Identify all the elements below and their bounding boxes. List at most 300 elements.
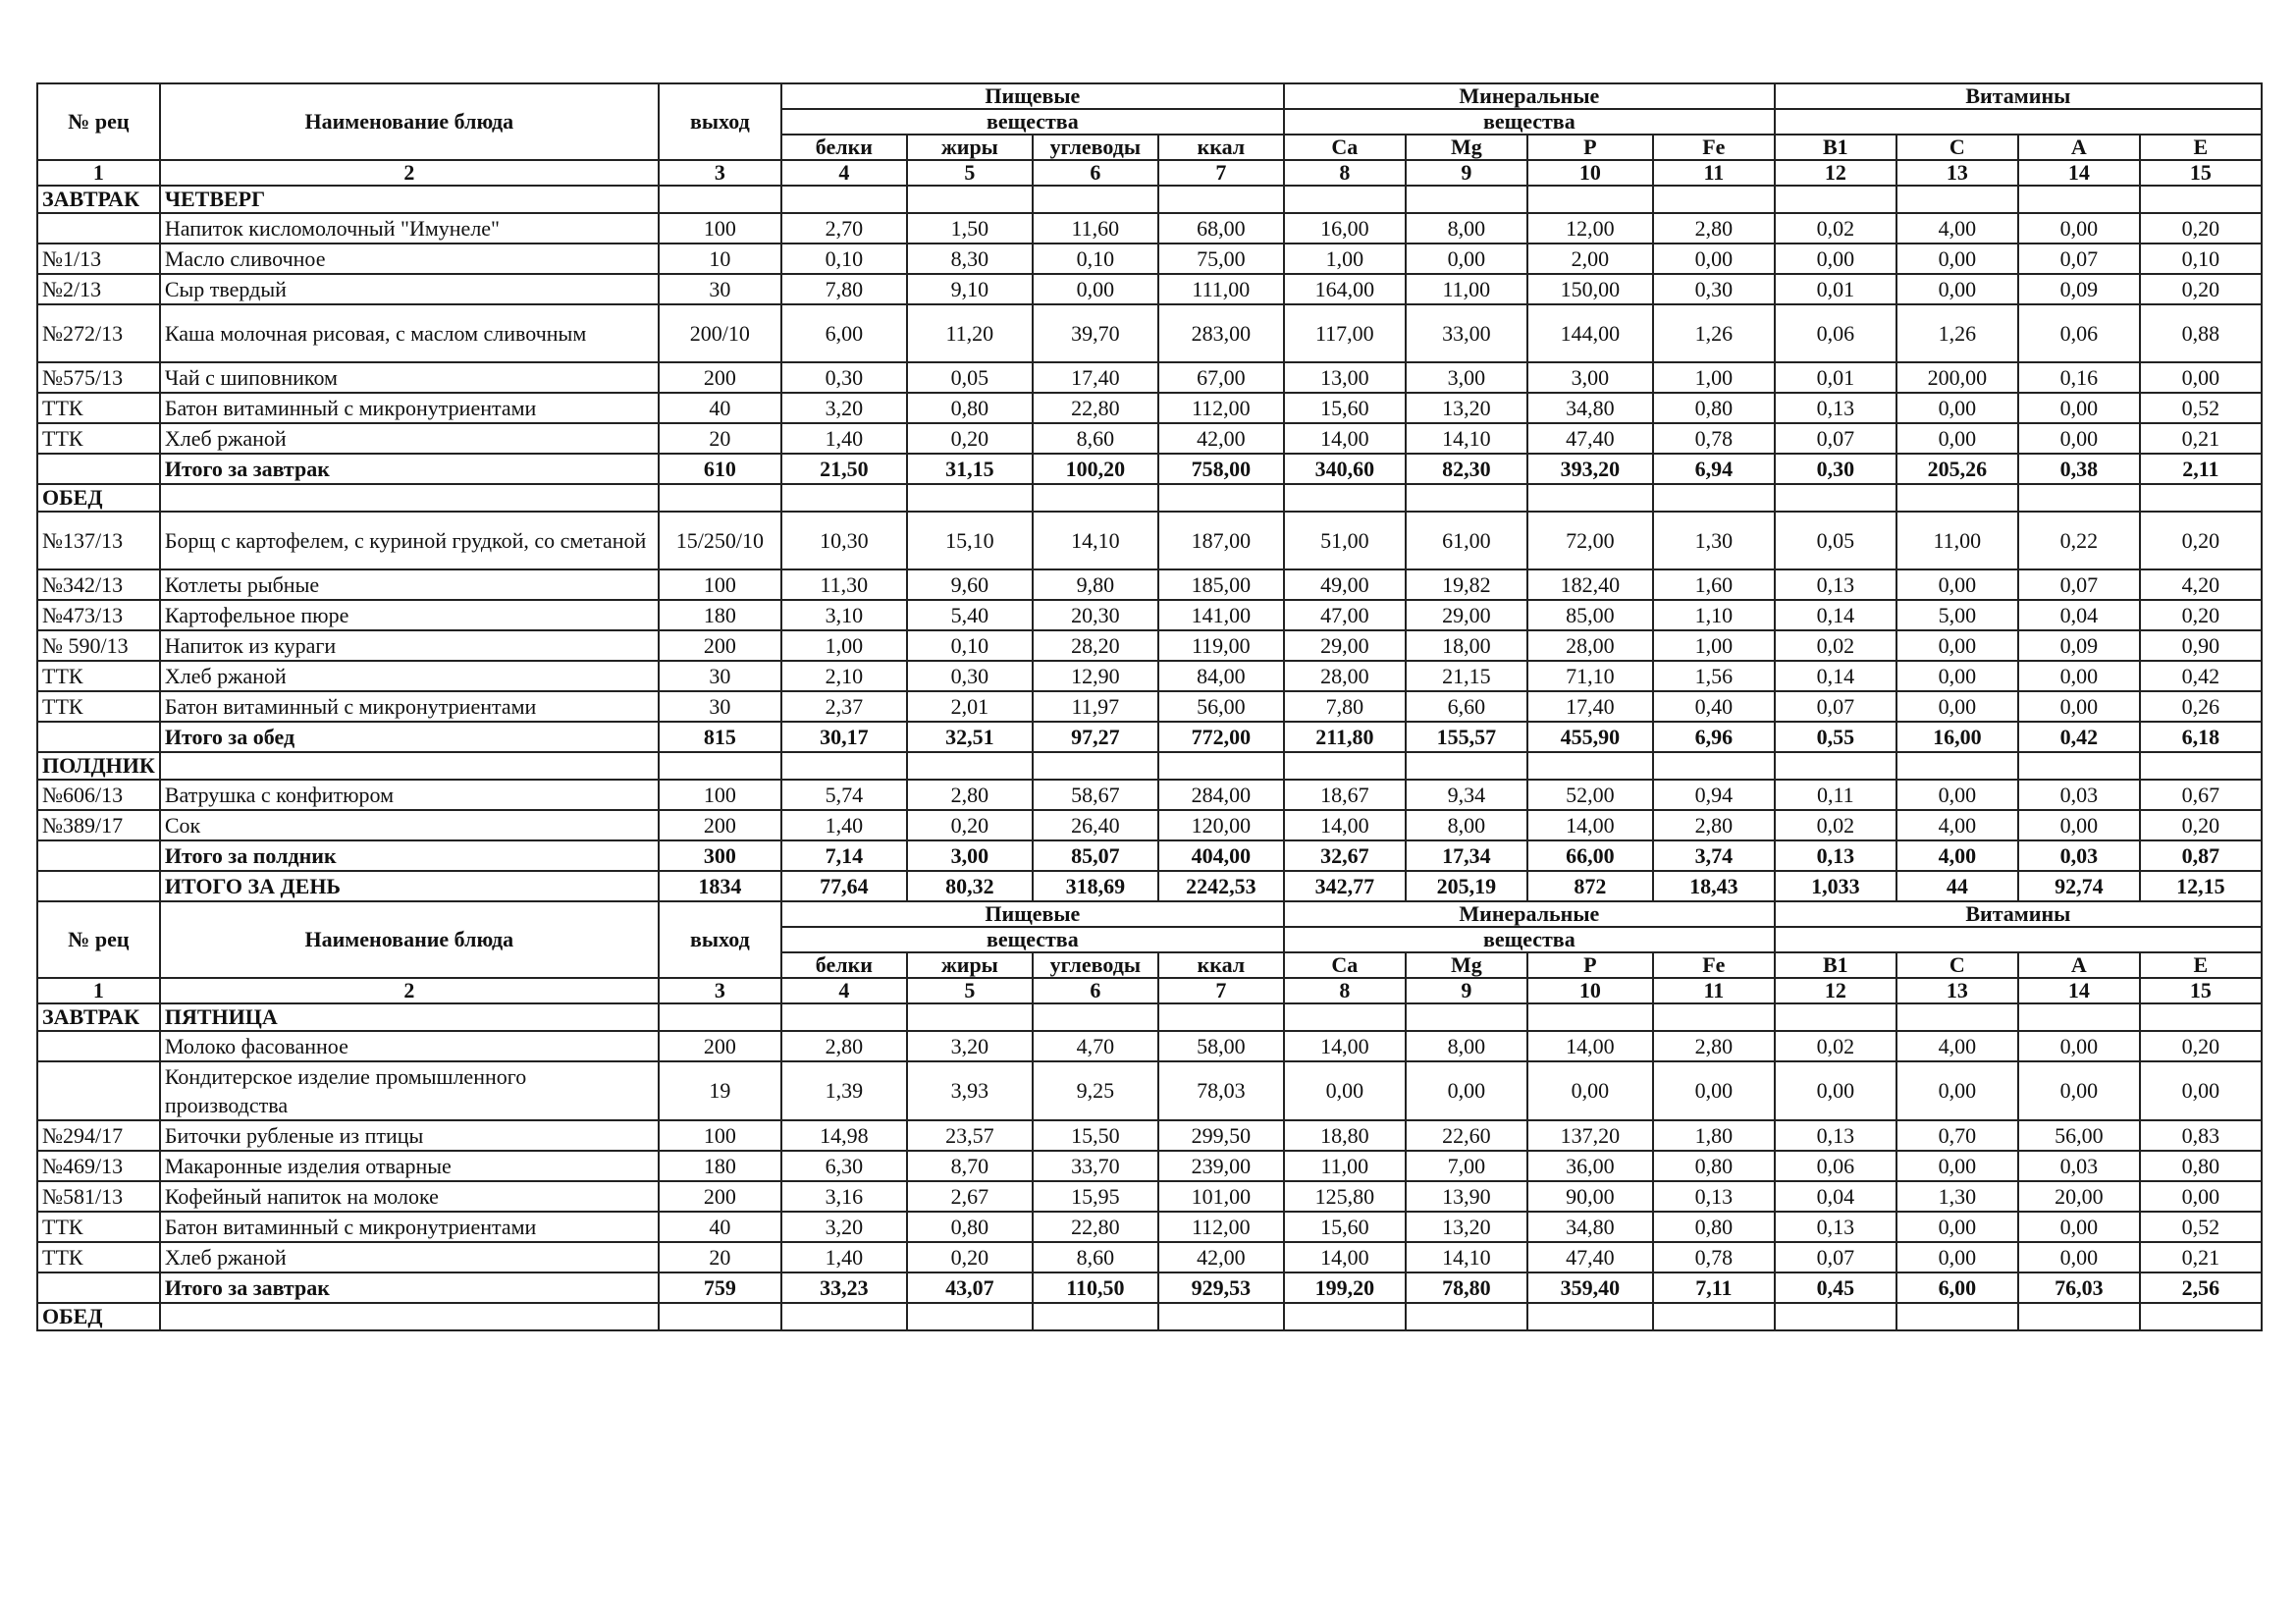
nutrient-value: 1,60 <box>1653 569 1775 600</box>
nutrient-value: 0,42 <box>2140 661 2262 691</box>
nutrient-value: 6,18 <box>2140 722 2262 752</box>
empty-cell <box>1653 1303 1775 1330</box>
dish-row <box>37 244 2262 274</box>
nutrient-value: 0,06 <box>1775 1151 1896 1181</box>
nutrient-value: 100,20 <box>1033 454 1158 484</box>
recipe-number: ТТК <box>37 423 160 454</box>
empty-cell <box>781 1003 907 1031</box>
nutrient-value: 2,01 <box>907 691 1033 722</box>
header-column-number: 5 <box>907 160 1033 186</box>
nutrient-value: 1,50 <box>907 213 1033 244</box>
nutrient-value: 0,00 <box>1896 1061 2018 1120</box>
empty-cell <box>2018 1003 2140 1031</box>
nutrient-value: 30,17 <box>781 722 907 752</box>
nutrient-value: 90,00 <box>1527 1181 1653 1212</box>
header-column-number: 10 <box>1527 160 1653 186</box>
empty-cell <box>2140 752 2262 780</box>
nutrient-value: 0,78 <box>1653 1242 1775 1272</box>
nutrient-value: 61,00 <box>1406 512 1527 569</box>
header-vitamins: Витамины <box>1775 83 2262 109</box>
yield-value: 30 <box>659 691 781 722</box>
nutrient-value: 0,07 <box>1775 1242 1896 1272</box>
nutrient-value: 112,00 <box>1158 1212 1284 1242</box>
dish-row <box>37 393 2262 423</box>
nutrient-value: 8,70 <box>907 1151 1033 1181</box>
yield-value: 20 <box>659 423 781 454</box>
nutrient-value: 28,00 <box>1527 630 1653 661</box>
nutrient-value: 12,90 <box>1033 661 1158 691</box>
nutrient-value: 393,20 <box>1527 454 1653 484</box>
empty-cell <box>1653 186 1775 213</box>
recipe-number <box>37 722 160 752</box>
nutrient-value: 77,64 <box>781 871 907 901</box>
nutrient-value: 0,78 <box>1653 423 1775 454</box>
recipe-number: №581/13 <box>37 1181 160 1212</box>
dish-name: Батон витаминный с микронутриентами <box>160 691 659 722</box>
nutrient-value: 0,88 <box>2140 304 2262 362</box>
dish-name: Напиток кисломолочный "Имунеле" <box>160 213 659 244</box>
nutrient-value: 283,00 <box>1158 304 1284 362</box>
nutrient-value: 111,00 <box>1158 274 1284 304</box>
nutrient-value: 18,80 <box>1284 1120 1406 1151</box>
header-number-row <box>37 978 2262 1003</box>
recipe-number: №294/17 <box>37 1120 160 1151</box>
total-row <box>37 454 2262 484</box>
nutrition-sheet <box>36 82 2263 1331</box>
dish-row <box>37 304 2262 362</box>
nutrient-value: 1,40 <box>781 423 907 454</box>
nutrient-value: 13,90 <box>1406 1181 1527 1212</box>
empty-cell <box>1527 1003 1653 1031</box>
empty-cell <box>1406 1303 1527 1330</box>
empty-cell <box>1033 484 1158 512</box>
dish-name: Чай с шиповником <box>160 362 659 393</box>
nutrient-value: 0,67 <box>2140 780 2262 810</box>
dish-row <box>37 569 2262 600</box>
nutrient-value: 3,00 <box>1527 362 1653 393</box>
empty-cell <box>160 1303 659 1330</box>
nutrient-value: 11,20 <box>907 304 1033 362</box>
header-row <box>37 901 2262 927</box>
nutrient-value: 97,27 <box>1033 722 1158 752</box>
empty-cell <box>781 752 907 780</box>
nutrient-value: 8,30 <box>907 244 1033 274</box>
nutrient-value: 0,87 <box>2140 840 2262 871</box>
nutrient-value: 1,033 <box>1775 871 1896 901</box>
nutrient-value: 12,00 <box>1527 213 1653 244</box>
yield-value: 815 <box>659 722 781 752</box>
header-column-number: 11 <box>1653 160 1775 186</box>
nutrient-value: 0,00 <box>1896 661 2018 691</box>
nutrient-value: 14,10 <box>1406 1242 1527 1272</box>
header-minerals-line2: вещества <box>1284 109 1775 135</box>
nutrient-value: 21,50 <box>781 454 907 484</box>
nutrient-value: 17,34 <box>1406 840 1527 871</box>
nutrient-value: 0,04 <box>2018 600 2140 630</box>
nutrient-value: 2,10 <box>781 661 907 691</box>
header-subcolumn: P <box>1527 135 1653 160</box>
nutrient-value: 0,05 <box>907 362 1033 393</box>
nutrient-value: 14,98 <box>781 1120 907 1151</box>
header-subcolumn: углеводы <box>1033 135 1158 160</box>
empty-cell <box>659 1003 781 1031</box>
nutrient-value: 0,00 <box>1033 274 1158 304</box>
header-column-number: 7 <box>1158 978 1284 1003</box>
empty-cell <box>659 1303 781 1330</box>
dish-row <box>37 423 2262 454</box>
nutrient-value: 772,00 <box>1158 722 1284 752</box>
header-vitamins-blank <box>1775 109 2262 135</box>
recipe-number: №137/13 <box>37 512 160 569</box>
recipe-number: ТТК <box>37 1242 160 1272</box>
nutrient-value: 9,10 <box>907 274 1033 304</box>
nutrient-value: 0,00 <box>2018 1061 2140 1120</box>
header-subcolumn: жиры <box>907 952 1033 978</box>
yield-value: 610 <box>659 454 781 484</box>
nutrient-value: 0,20 <box>2140 274 2262 304</box>
empty-cell <box>1653 752 1775 780</box>
nutrient-value: 7,80 <box>1284 691 1406 722</box>
nutrient-value: 14,00 <box>1284 423 1406 454</box>
nutrient-value: 26,40 <box>1033 810 1158 840</box>
nutrient-value: 32,67 <box>1284 840 1406 871</box>
nutrient-value: 1,00 <box>781 630 907 661</box>
yield-value: 300 <box>659 840 781 871</box>
header-subcolumn: ккал <box>1158 952 1284 978</box>
yield-value: 100 <box>659 1120 781 1151</box>
nutrient-value: 0,00 <box>1896 423 2018 454</box>
empty-cell <box>1653 484 1775 512</box>
nutrient-value: 7,00 <box>1406 1151 1527 1181</box>
recipe-number: №1/13 <box>37 244 160 274</box>
nutrient-value: 49,00 <box>1284 569 1406 600</box>
header-subcolumn: E <box>2140 135 2262 160</box>
nutrient-value: 0,02 <box>1775 810 1896 840</box>
nutrient-value: 101,00 <box>1158 1181 1284 1212</box>
header-food-substances: Пищевые <box>781 83 1284 109</box>
nutrient-value: 187,00 <box>1158 512 1284 569</box>
nutrient-value: 110,50 <box>1033 1272 1158 1303</box>
empty-cell <box>2018 484 2140 512</box>
nutrient-value: 0,09 <box>2018 630 2140 661</box>
nutrient-value: 205,26 <box>1896 454 2018 484</box>
nutrient-value: 92,74 <box>2018 871 2140 901</box>
nutrient-value: 11,30 <box>781 569 907 600</box>
nutrient-value: 0,20 <box>2140 512 2262 569</box>
nutrient-value: 929,53 <box>1158 1272 1284 1303</box>
header-subcolumn: Ca <box>1284 952 1406 978</box>
dish-name: ИТОГО ЗА ДЕНЬ <box>160 871 659 901</box>
empty-cell <box>1775 1303 1896 1330</box>
nutrient-value: 47,40 <box>1527 423 1653 454</box>
recipe-number <box>37 454 160 484</box>
nutrient-value: 11,97 <box>1033 691 1158 722</box>
empty-cell <box>907 1003 1033 1031</box>
header-subcolumn: Fe <box>1653 952 1775 978</box>
empty-cell <box>1527 186 1653 213</box>
nutrient-value: 56,00 <box>2018 1120 2140 1151</box>
nutrient-value: 0,02 <box>1775 630 1896 661</box>
nutrient-value: 71,10 <box>1527 661 1653 691</box>
nutrient-value: 2,70 <box>781 213 907 244</box>
nutrient-value: 5,40 <box>907 600 1033 630</box>
nutrient-value: 44 <box>1896 871 2018 901</box>
nutrient-value: 0,03 <box>2018 780 2140 810</box>
nutrient-value: 1,80 <box>1653 1120 1775 1151</box>
dish-row <box>37 810 2262 840</box>
nutrient-value: 8,00 <box>1406 1031 1527 1061</box>
yield-value: 180 <box>659 1151 781 1181</box>
dish-row <box>37 213 2262 244</box>
nutrient-value: 23,57 <box>907 1120 1033 1151</box>
day-label: ПЯТНИЦА <box>160 1003 659 1031</box>
nutrient-value: 185,00 <box>1158 569 1284 600</box>
nutrient-value: 33,70 <box>1033 1151 1158 1181</box>
nutrient-value: 211,80 <box>1284 722 1406 752</box>
nutrient-value: 0,20 <box>907 423 1033 454</box>
nutrient-value: 0,00 <box>2018 691 2140 722</box>
nutrient-value: 8,00 <box>1406 213 1527 244</box>
nutrient-value: 12,15 <box>2140 871 2262 901</box>
nutrient-value: 0,83 <box>2140 1120 2262 1151</box>
empty-cell <box>1896 1003 2018 1031</box>
nutrient-value: 0,10 <box>781 244 907 274</box>
nutrient-value: 42,00 <box>1158 1242 1284 1272</box>
nutrient-value: 0,11 <box>1775 780 1896 810</box>
yield-value: 20 <box>659 1242 781 1272</box>
nutrient-value: 75,00 <box>1158 244 1284 274</box>
nutrient-value: 36,00 <box>1527 1151 1653 1181</box>
empty-cell <box>1406 484 1527 512</box>
header-row <box>37 83 2262 109</box>
recipe-number: ТТК <box>37 393 160 423</box>
header-subcolumn: C <box>1896 135 2018 160</box>
header-subcolumn: B1 <box>1775 952 1896 978</box>
day-row <box>37 1003 2262 1031</box>
empty-cell <box>2140 1003 2262 1031</box>
nutrient-value: 0,07 <box>1775 423 1896 454</box>
yield-value: 19 <box>659 1061 781 1120</box>
nutrient-value: 0,00 <box>1896 1212 2018 1242</box>
empty-cell <box>1527 484 1653 512</box>
nutrient-value: 39,70 <box>1033 304 1158 362</box>
nutrient-value: 4,20 <box>2140 569 2262 600</box>
nutrient-value: 28,00 <box>1284 661 1406 691</box>
nutrient-value: 11,00 <box>1284 1151 1406 1181</box>
nutrient-value: 1,00 <box>1284 244 1406 274</box>
nutrient-value: 2,80 <box>1653 1031 1775 1061</box>
nutrient-value: 0,00 <box>2018 810 2140 840</box>
dish-name: Ватрушка с конфитюром <box>160 780 659 810</box>
yield-value: 100 <box>659 569 781 600</box>
header-column-number: 4 <box>781 978 907 1003</box>
nutrient-value: 0,42 <box>2018 722 2140 752</box>
nutrient-value: 5,00 <box>1896 600 2018 630</box>
header-column-number: 10 <box>1527 978 1653 1003</box>
header-column-number: 5 <box>907 978 1033 1003</box>
nutrient-value: 1,39 <box>781 1061 907 1120</box>
dish-row <box>37 661 2262 691</box>
empty-cell <box>1406 1003 1527 1031</box>
nutrient-value: 239,00 <box>1158 1151 1284 1181</box>
nutrient-value: 144,00 <box>1527 304 1653 362</box>
recipe-number <box>37 1031 160 1061</box>
nutrient-value: 3,10 <box>781 600 907 630</box>
nutrient-value: 0,30 <box>907 661 1033 691</box>
nutrient-value: 0,38 <box>2018 454 2140 484</box>
empty-cell <box>1284 1303 1406 1330</box>
yield-value: 200 <box>659 1031 781 1061</box>
dish-name: Кондитерское изделие промышленного производства <box>160 1061 659 1120</box>
nutrient-value: 0,00 <box>2018 213 2140 244</box>
nutrient-value: 0,00 <box>2018 1242 2140 1272</box>
nutrient-value: 0,30 <box>1653 274 1775 304</box>
yield-value: 200 <box>659 1181 781 1212</box>
yield-value: 40 <box>659 1212 781 1242</box>
empty-cell <box>907 752 1033 780</box>
day-label: ЧЕТВЕРГ <box>160 186 659 213</box>
nutrient-value: 6,30 <box>781 1151 907 1181</box>
nutrient-value: 0,80 <box>2140 1151 2262 1181</box>
dish-row <box>37 1242 2262 1272</box>
recipe-number: №473/13 <box>37 600 160 630</box>
empty-cell <box>1158 752 1284 780</box>
nutrient-value: 205,19 <box>1406 871 1527 901</box>
recipe-number: № 590/13 <box>37 630 160 661</box>
nutrient-value: 2,56 <box>2140 1272 2262 1303</box>
nutrient-value: 4,00 <box>1896 1031 2018 1061</box>
nutrient-value: 7,80 <box>781 274 907 304</box>
nutrient-value: 2,80 <box>781 1031 907 1061</box>
nutrient-value: 13,20 <box>1406 393 1527 423</box>
nutrient-value: 0,21 <box>2140 1242 2262 1272</box>
total-row <box>37 871 2262 901</box>
nutrient-value: 14,00 <box>1284 1031 1406 1061</box>
nutrient-value: 3,20 <box>907 1031 1033 1061</box>
meal-label: ЗАВТРАК <box>37 186 160 213</box>
nutrient-value: 0,00 <box>2018 423 2140 454</box>
yield-value: 100 <box>659 213 781 244</box>
empty-cell <box>160 752 659 780</box>
nutrient-value: 455,90 <box>1527 722 1653 752</box>
dish-name: Итого за завтрак <box>160 1272 659 1303</box>
nutrient-value: 0,00 <box>2018 1031 2140 1061</box>
nutrient-value: 82,30 <box>1406 454 1527 484</box>
dish-name: Итого за обед <box>160 722 659 752</box>
nutrient-value: 0,00 <box>1896 1151 2018 1181</box>
empty-cell <box>1158 484 1284 512</box>
empty-cell <box>2140 186 2262 213</box>
empty-cell <box>1896 186 2018 213</box>
nutrient-value: 5,74 <box>781 780 907 810</box>
empty-cell <box>160 484 659 512</box>
dish-row <box>37 1181 2262 1212</box>
dish-row <box>37 512 2262 569</box>
nutrient-value: 404,00 <box>1158 840 1284 871</box>
header-food-substances: Пищевые <box>781 901 1284 927</box>
header-minerals: Минеральные <box>1284 901 1775 927</box>
nutrient-value: 3,00 <box>907 840 1033 871</box>
nutrient-value: 2,67 <box>907 1181 1033 1212</box>
empty-cell <box>1284 1003 1406 1031</box>
nutrient-value: 1,00 <box>1653 630 1775 661</box>
nutrient-value: 20,00 <box>2018 1181 2140 1212</box>
total-row <box>37 722 2262 752</box>
nutrient-value: 0,13 <box>1775 840 1896 871</box>
nutrient-value: 15,50 <box>1033 1120 1158 1151</box>
nutrient-value: 0,00 <box>1896 691 2018 722</box>
nutrient-value: 0,04 <box>1775 1181 1896 1212</box>
dish-row <box>37 630 2262 661</box>
nutrient-value: 78,03 <box>1158 1061 1284 1120</box>
nutrient-value: 0,00 <box>1775 244 1896 274</box>
nutrient-value: 2,37 <box>781 691 907 722</box>
header-subcolumn: белки <box>781 135 907 160</box>
header-yield: выход <box>659 83 781 160</box>
nutrient-value: 28,20 <box>1033 630 1158 661</box>
nutrient-value: 58,00 <box>1158 1031 1284 1061</box>
nutrient-value: 0,07 <box>2018 569 2140 600</box>
dish-name: Молоко фасованное <box>160 1031 659 1061</box>
nutrient-value: 0,00 <box>2018 661 2140 691</box>
nutrient-value: 0,00 <box>1406 1061 1527 1120</box>
nutrient-value: 3,00 <box>1406 362 1527 393</box>
empty-cell <box>2018 1303 2140 1330</box>
nutrient-value: 17,40 <box>1033 362 1158 393</box>
dish-name: Картофельное пюре <box>160 600 659 630</box>
nutrient-value: 2,80 <box>907 780 1033 810</box>
nutrient-value: 85,00 <box>1527 600 1653 630</box>
empty-cell <box>1284 752 1406 780</box>
nutrient-value: 0,90 <box>2140 630 2262 661</box>
dish-row <box>37 362 2262 393</box>
nutrient-value: 0,02 <box>1775 213 1896 244</box>
nutrient-value: 58,67 <box>1033 780 1158 810</box>
nutrient-value: 0,20 <box>2140 810 2262 840</box>
nutrient-value: 22,80 <box>1033 1212 1158 1242</box>
nutrient-value: 22,60 <box>1406 1120 1527 1151</box>
header-subcolumn: E <box>2140 952 2262 978</box>
nutrient-value: 14,10 <box>1033 512 1158 569</box>
header-column-number: 12 <box>1775 978 1896 1003</box>
yield-value: 180 <box>659 600 781 630</box>
header-dish-name: Наименование блюда <box>160 83 659 160</box>
yield-value: 1834 <box>659 871 781 901</box>
nutrient-value: 164,00 <box>1284 274 1406 304</box>
nutrient-value: 182,40 <box>1527 569 1653 600</box>
nutrient-value: 15,60 <box>1284 1212 1406 1242</box>
dish-name: Сок <box>160 810 659 840</box>
nutrient-value: 3,74 <box>1653 840 1775 871</box>
nutrient-value: 0,10 <box>2140 244 2262 274</box>
header-subcolumn: жиры <box>907 135 1033 160</box>
dish-name: Биточки рубленые из птицы <box>160 1120 659 1151</box>
dish-row <box>37 1120 2262 1151</box>
nutrient-value: 0,02 <box>1775 1031 1896 1061</box>
nutrient-value: 2,80 <box>1653 810 1775 840</box>
nutrient-value: 11,00 <box>1896 512 2018 569</box>
yield-value: 200/10 <box>659 304 781 362</box>
nutrient-value: 15,95 <box>1033 1181 1158 1212</box>
header-column-number: 15 <box>2140 160 2262 186</box>
nutrient-value: 20,30 <box>1033 600 1158 630</box>
nutrient-value: 0,52 <box>2140 393 2262 423</box>
nutrient-value: 14,10 <box>1406 423 1527 454</box>
nutrient-value: 33,23 <box>781 1272 907 1303</box>
empty-cell <box>1406 752 1527 780</box>
nutrient-value: 33,00 <box>1406 304 1527 362</box>
nutrient-value: 125,80 <box>1284 1181 1406 1212</box>
